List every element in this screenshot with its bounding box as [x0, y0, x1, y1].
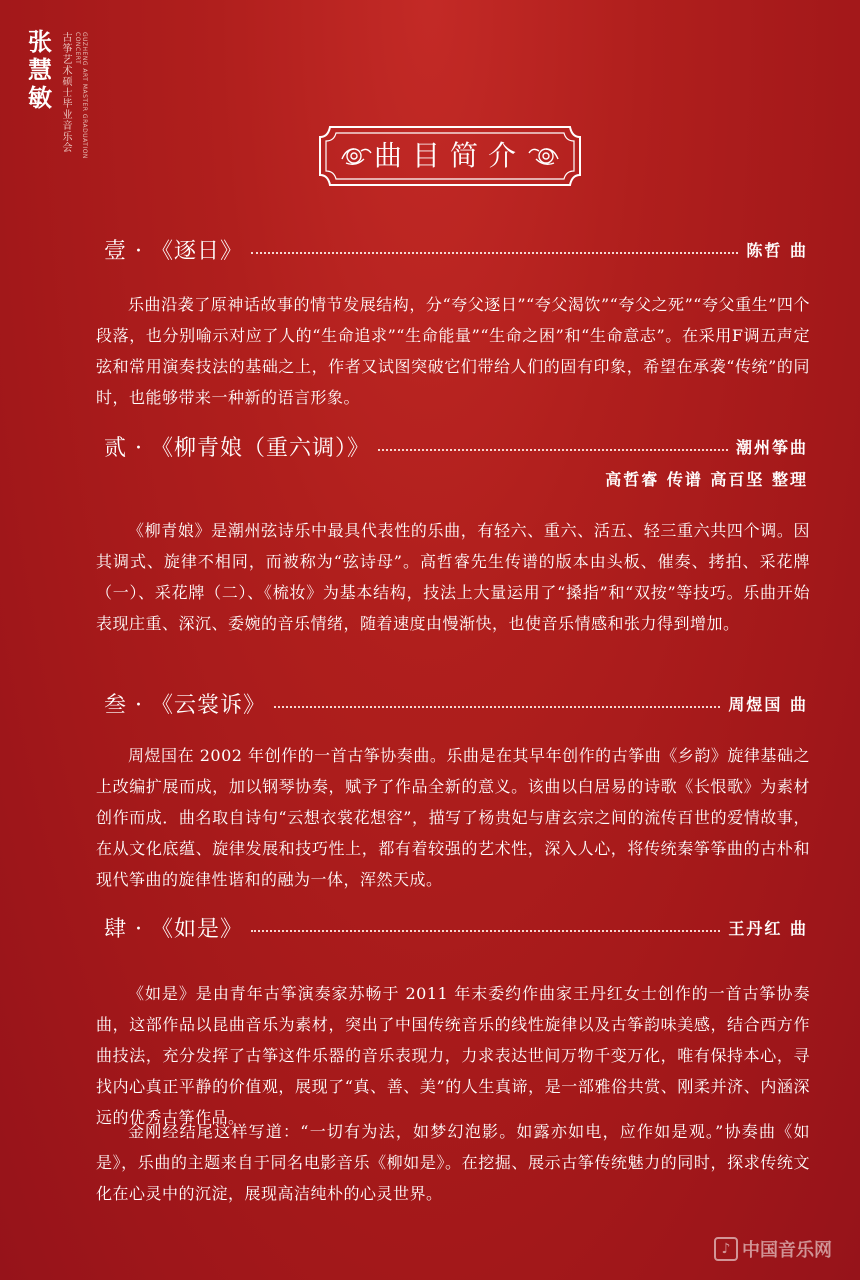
- section-description: 《如是》是由青年古筝演奏家苏畅于 2011 年末委约作曲家王丹红女士创作的一首古筝协奏曲，这部作品以昆曲音乐为素材，突出了中国传统音乐的线性旋律以及古筝韵味美感，结合西方作曲技法，充分发挥了古筝这件乐器的音乐表现力，力求表达世间万物千变万化，唯有保持本心，寻找内心真正平静的价值观，展现了“真、善、美”的人生真谛，是一部雅俗共赏、刚柔并济、内涵深远的优秀古筝作品。: [96, 984, 810, 1127]
- performer-name: [26, 28, 54, 112]
- site-watermark: [714, 1236, 832, 1262]
- section-title: 叁 · 《云裳诉》: [104, 692, 266, 718]
- section-composer: 潮州筝曲: [735, 437, 808, 457]
- name-char-3: 敏: [28, 83, 52, 112]
- page-title: 曲目简介: [373, 139, 526, 172]
- section-heading-3: [104, 688, 808, 718]
- section-description: 乐曲沿袭了原神话故事的情节发展结构，分“夸父逐日”“夸父渴饮”“夸父之死”“夸父重生”四个段落，也分别喻示对应了人的“生命追求”“生命能量”“生命之困”和“生命意志”。在采用F调五声定弦和常用演奏技法的基础之上，作者又试图突破它们带给人们的固有印象，希望在承袭“传统”的同时，也能够带来一种新的语言形象。: [96, 295, 810, 407]
- section-description: 周煜国在 2002 年创作的一首古筝协奏曲。乐曲是在其早年创作的古筝曲《乡韵》旋律基础之上改编扩展而成，加以钢琴协奏，赋予了作品全新的意义。该曲以白居易的诗歌《长恨歌》为素材创作而成．曲名取自诗句“云想衣裳花想容”，描写了杨贵妃与唐玄宗之间的流传百世的爱情故事，在从文化底蕴、旋律发展和技巧性上，都有着较强的艺术性，深入人心，将传统秦筝筝曲的古朴和现代筝曲的旋律性谐和的融为一体，浑然天成。: [96, 746, 810, 889]
- dotted-leader: [251, 930, 720, 932]
- name-char-2: 慧: [28, 55, 52, 84]
- section-title: 肆 · 《如是》: [104, 916, 243, 942]
- section-composer: 陈哲 曲: [746, 240, 808, 260]
- brand-logo: [26, 28, 86, 188]
- section-arranger: 高哲睿 传谱 高百坚 整理: [605, 470, 808, 489]
- concert-subtitle: 古筝艺术硕士毕业音乐会: [60, 32, 71, 153]
- section-description: 《柳青娘》是潮州弦诗乐中最具代表性的乐曲，有轻六、重六、活五、轻三重六共四个调。因其调式、旋律不相同，而被称为“弦诗母”。高哲睿先生传谱的版本由头板、催奏、拷拍、采花牌（一）、采花牌（二）、《梳妆》为基本结构，技法上大量运用了“搡指”和“双按”等技巧。乐曲开始表现庄重、深沉、委婉的音乐情绪，随着速度由慢渐快，也使音乐情感和张力得到增加。: [96, 521, 810, 633]
- music-note-icon: ♪: [714, 1237, 738, 1261]
- dotted-leader: [251, 252, 738, 254]
- section-title: 壹 · 《逐日》: [104, 238, 243, 264]
- dotted-leader: [274, 706, 720, 708]
- section-description-2: 金刚经结尾这样写道：“一切有为法，如梦幻泡影。如露亦如电，应作如是观。”协奏曲《如是》，乐曲的主题来自于同名电影音乐《柳如是》。在挖掘、展示古筝传统魅力的同时，探求传统文化在心灵中的沉淀，展现高洁纯朴的心灵世界。: [96, 1122, 810, 1203]
- section-composer: 王丹红 曲: [728, 918, 808, 938]
- section-heading-2: [104, 431, 808, 461]
- section-title: 贰 · 《柳青娘（重六调）》: [104, 435, 370, 461]
- concert-subtitle-en: GUZHENG ART MASTER GRADUATION CONCERT: [74, 32, 88, 159]
- watermark-text: 中国音乐网: [742, 1240, 832, 1261]
- section-heading-4: [104, 912, 808, 942]
- name-char-1: 张: [28, 27, 52, 56]
- section-composer: 周煜国 曲: [728, 694, 808, 714]
- dotted-leader: [378, 449, 728, 451]
- section-heading-1: [104, 234, 808, 264]
- page-title-frame: [316, 123, 584, 189]
